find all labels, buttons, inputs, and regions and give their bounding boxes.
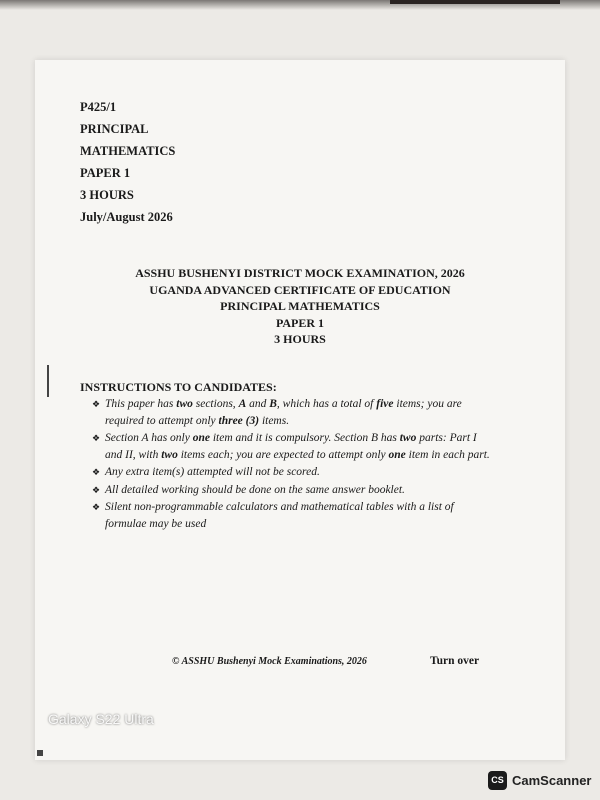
instruction-item-3 (90, 464, 495, 481)
instruction-text: items. (259, 414, 290, 427)
diamond-bullet-icon: ❖ (92, 502, 101, 512)
paper-duration: 3 HOURS (80, 188, 134, 202)
instruction-emphasis: two (161, 448, 178, 461)
camscanner-badge (488, 771, 591, 790)
subject-line-2: MATHEMATICS (80, 144, 176, 158)
diamond-bullet-icon: ❖ (92, 433, 101, 443)
left-margin-mark (47, 365, 49, 397)
instruction-text: parts: Part I and II, with (105, 432, 477, 461)
instruction-emphasis: A (238, 398, 247, 410)
instruction-emphasis: one (388, 448, 406, 461)
instruction-text: items; you are required to attempt only (105, 398, 462, 427)
instruction-text: items each; you are expected to attempt only (177, 448, 389, 461)
instruction-emphasis: five (376, 398, 394, 410)
title-line-2: UGANDA ADVANCED CERTIFICATE OF EDUCATION (149, 282, 451, 297)
instruction-text: Section A has only (105, 432, 193, 444)
instruction-item-5 (90, 499, 495, 532)
instruction-emphasis: three (3) (218, 414, 260, 427)
bottom-corner-mark (37, 750, 43, 756)
paper-header (80, 96, 175, 228)
instruction-item-1 (90, 396, 495, 429)
instruction-text: sections, (192, 398, 239, 410)
title-line-3: PRINCIPAL MATHEMATICS (220, 299, 380, 313)
exam-title-block (80, 265, 520, 348)
instruction-text: All detailed working should be done on the same answer booklet. (105, 483, 405, 496)
instruction-text: and (246, 398, 270, 410)
instruction-emphasis: two (176, 398, 193, 410)
camera-watermark: Galaxy S22 Ultra (48, 711, 154, 727)
instruction-text: Silent non-programmable calculators and mathematical tables with a list of formulae may be used (105, 501, 454, 530)
title-line-5: 3 HOURS (274, 332, 326, 346)
instruction-text: , which has a total of (276, 398, 377, 410)
diamond-bullet-icon: ❖ (92, 467, 101, 477)
paper-code: P425/1 (80, 100, 117, 114)
instruction-text: This paper has (105, 398, 177, 410)
turn-over-label: Turn over (430, 655, 480, 667)
diamond-bullet-icon: ❖ (92, 399, 101, 409)
copyright-notice: © ASSHU Bushenyi Mock Examinations, 2026 (172, 656, 367, 667)
subject-line-1: PRINCIPAL (80, 122, 149, 136)
instructions-list (90, 396, 495, 533)
exam-session: July/August 2026 (80, 210, 173, 224)
instruction-item-4 (90, 482, 495, 499)
camscanner-logo-icon: CS (488, 771, 507, 790)
instructions-heading: INSTRUCTIONS TO CANDIDATES: (80, 380, 277, 394)
instruction-emphasis: B (269, 398, 277, 410)
title-line-1: ASSHU BUSHENYI DISTRICT MOCK EXAMINATION, 2026 (135, 266, 465, 280)
instruction-item-2 (90, 430, 495, 463)
diamond-bullet-icon: ❖ (92, 484, 101, 495)
paper-number: PAPER 1 (80, 166, 131, 180)
top-dark-strip (390, 0, 560, 4)
instruction-text: item in each part. (405, 448, 490, 461)
title-line-4: PAPER 1 (275, 315, 325, 330)
camscanner-name: CamScanner (512, 773, 592, 788)
instruction-emphasis: one (192, 432, 210, 444)
instruction-emphasis: two (399, 432, 417, 444)
instruction-text: item and it is compulsory. Section B has (209, 432, 400, 444)
instruction-text: Any extra item(s) attempted will not be scored. (105, 466, 320, 478)
